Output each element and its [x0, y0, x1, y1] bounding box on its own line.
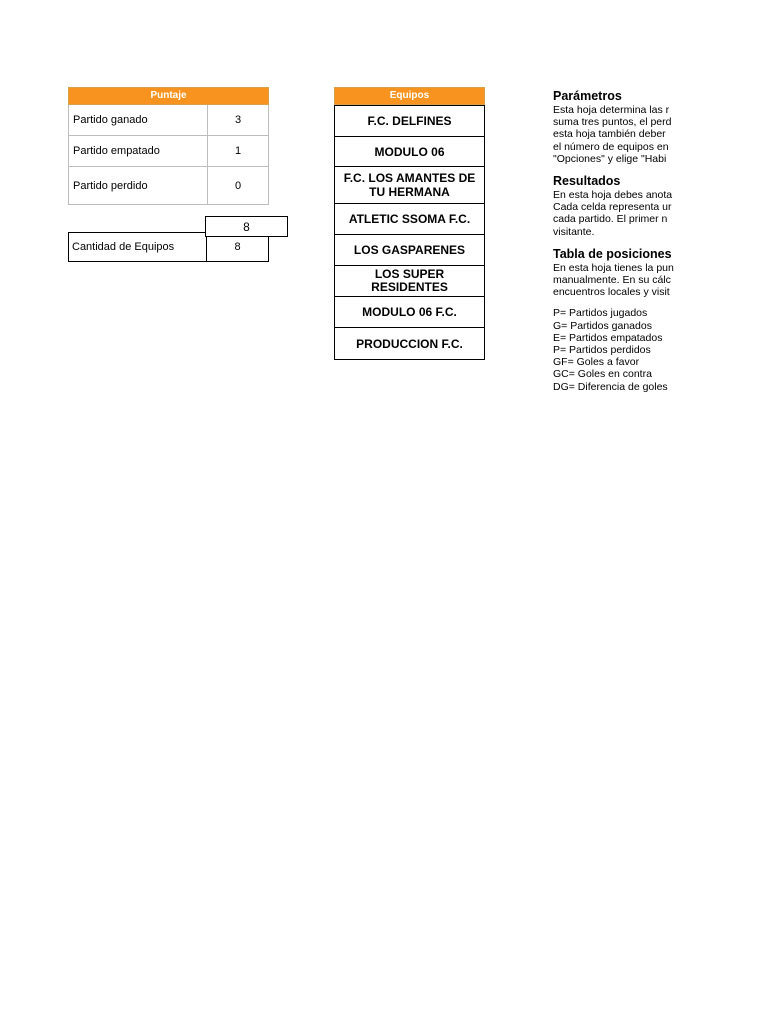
tabla-title: Tabla de posiciones — [553, 246, 672, 261]
puntaje-row-perdido — [68, 167, 269, 205]
legend-line: DG= Diferencia de goles — [553, 380, 668, 393]
legend-line: E= Partidos empatados — [553, 331, 663, 344]
team-cell[interactable]: MODULO 06 F.C. — [334, 297, 485, 328]
equipos-header: Equipos — [334, 87, 485, 105]
team-cell[interactable]: F.C. LOS AMANTES DE TU HERMANA — [334, 167, 485, 204]
info-line: visitante. — [553, 225, 595, 238]
cantidad-value[interactable]: 8 — [234, 241, 241, 253]
row-label[interactable]: Partido perdido — [69, 167, 208, 204]
team-count-box[interactable]: 8 — [205, 216, 288, 237]
parametros-title: Parámetros — [553, 89, 622, 103]
legend-line: GF= Goles a favor — [553, 356, 640, 369]
legend-line: P= Partidos jugados — [553, 307, 648, 320]
team-cell[interactable]: ATLETIC SSOMA F.C. — [334, 204, 485, 235]
team-cell[interactable]: LOS SUPER RESIDENTES — [334, 266, 485, 297]
cantidad-label[interactable]: Cantidad de Equipos — [69, 233, 207, 261]
resultados-title: Resultados — [553, 174, 621, 189]
team-cell[interactable]: MODULO 06 — [334, 137, 485, 167]
equipos-table — [334, 87, 485, 360]
row-value[interactable]: 3 — [234, 114, 242, 126]
legend-line: G= Partidos ganados — [553, 319, 652, 332]
info-line: En esta hoja tienes la pun — [553, 261, 674, 274]
team-cell[interactable]: LOS GASPARENES — [334, 235, 485, 266]
spacer — [553, 298, 768, 307]
info-line: suma tres puntos, el perd — [553, 116, 672, 129]
spacer — [553, 165, 768, 174]
info-line: el número de equipos en — [553, 140, 669, 153]
info-line: encuentros locales y visit — [553, 286, 670, 299]
row-label[interactable]: Partido ganado — [69, 105, 208, 135]
info-line: cada partido. El primer n — [553, 213, 668, 226]
info-line: Esta hoja determina las r — [553, 104, 670, 116]
puntaje-row-empatado — [68, 136, 269, 167]
row-value[interactable]: 1 — [234, 145, 242, 157]
row-value[interactable]: 0 — [234, 179, 242, 192]
legend-line: P= Partidos perdidos — [553, 344, 651, 357]
team-cell[interactable]: F.C. DELFINES — [334, 105, 485, 137]
info-line: En esta hoja debes anota — [553, 189, 673, 202]
legend-line: GC= Goles en contra — [553, 368, 652, 381]
team-cell[interactable]: PRODUCCION F.C. — [334, 328, 485, 360]
instructions-panel — [553, 89, 768, 409]
puntaje-header: Puntaje — [68, 87, 269, 105]
row-label[interactable]: Partido empatado — [69, 136, 208, 166]
info-line: "Opciones" y elige "Habi — [553, 152, 667, 165]
info-line: Cada celda representa ur — [553, 201, 672, 214]
puntaje-table — [68, 87, 269, 205]
spacer — [553, 238, 768, 247]
info-line: esta hoja también deber — [553, 128, 666, 141]
puntaje-row-ganado — [68, 105, 269, 136]
info-line: manualmente. En su cálc — [553, 274, 671, 287]
